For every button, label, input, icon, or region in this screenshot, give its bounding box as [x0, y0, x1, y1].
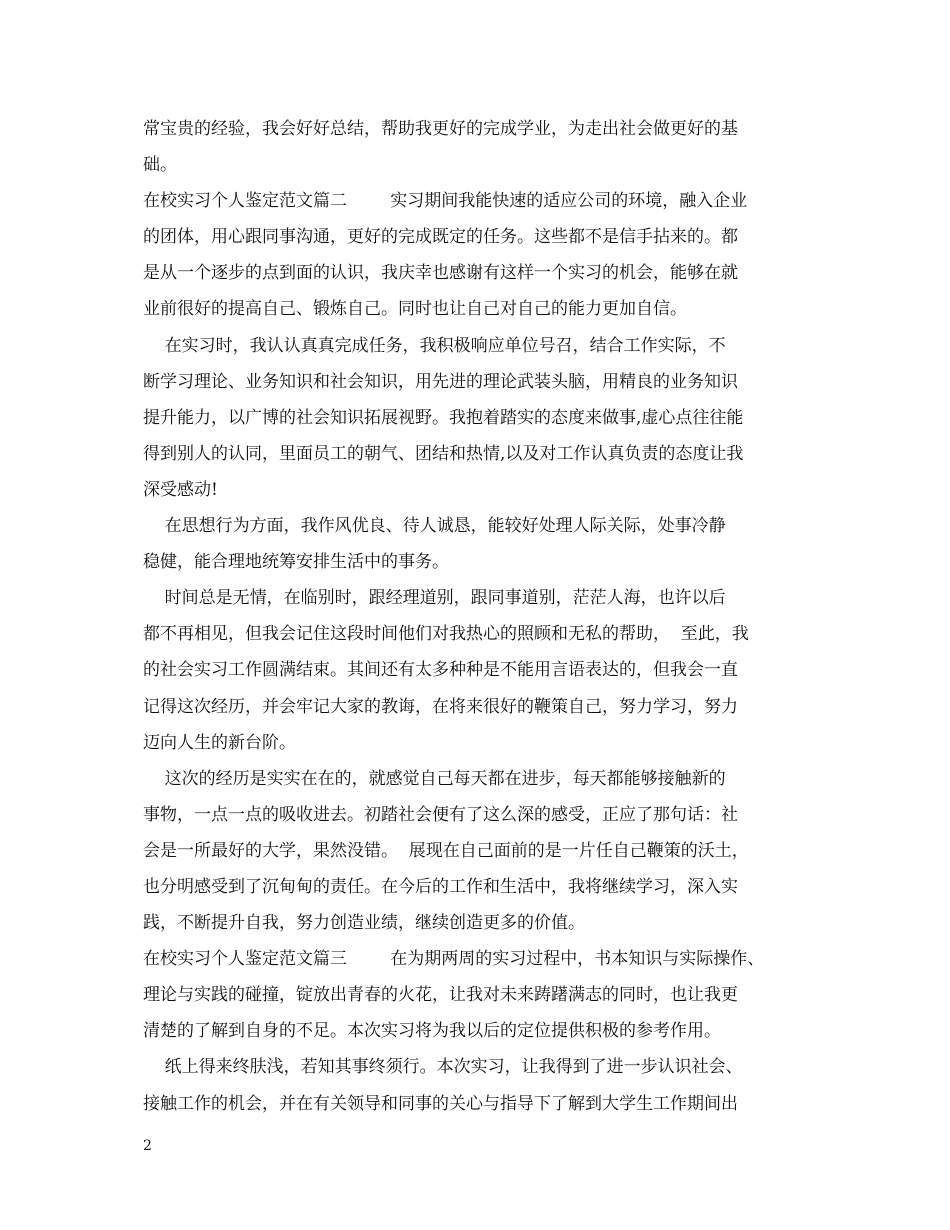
text-line: 记得这次经历，并会牢记大家的教诲，在将来很好的鞭策自己，努力学习，努力 — [143, 696, 738, 717]
text-line: 都不再相见，但我会记住这段时间他们对我热心的照顾和无私的帮助， 至此，我 — [143, 624, 749, 645]
text-line: 在实习时，我认认真真完成任务，我积极响应单位号召，结合工作实际，不 — [143, 335, 726, 356]
text-line: 接触工作的机会，并在有关领导和同事的关心与指导下了解到大学生工作期间出 — [143, 1093, 738, 1114]
text-line: 也分明感受到了沉甸甸的责任。在今后的工作和生活中，我将继续学习，深入实 — [143, 876, 738, 897]
page-number: 2 — [143, 1138, 152, 1154]
text-line: 深受感动! — [143, 479, 218, 500]
text-line: 迈向人生的新台阶。 — [143, 732, 296, 753]
section-heading-line: 在校实习个人鉴定范文篇三 在为期两周的实习过程中，书本知识与实际操作、 — [143, 949, 765, 970]
text-line: 断学习理论、业务知识和社会知识，用先进的理论武装头脑，用精良的业务知识 — [143, 371, 738, 392]
text-line: 时间总是无情，在临别时，跟经理道别，跟同事道别，茫茫人海，也许以后 — [143, 588, 726, 609]
text-line: 理论与实践的碰撞，锭放出青春的火花，让我对未来踌躇满志的同时，也让我更 — [143, 985, 738, 1006]
text-line: 的社会实习工作圆满结束。其间还有太多种种是不能用言语表达的，但我会一直 — [143, 660, 738, 681]
text-line: 会是一所最好的大学，果然没错。 展现在自己面前的是一片任自己鞭策的沃土， — [143, 840, 749, 861]
text-line: 清楚的了解到自身的不足。本次实习将为我以后的定位提供积极的参考作用。 — [143, 1021, 721, 1042]
text-line: 得到别人的认同，里面员工的朝气、团结和热情,以及对工作认真负责的态度让我 — [143, 443, 744, 464]
text-line: 业前很好的提高自己、锻炼自己。同时也让自己对自己的能力更加自信。 — [143, 299, 687, 320]
text-line: 这次的经历是实实在在的，就感觉自己每天都在进步，每天都能够接触新的 — [143, 768, 726, 789]
section-heading-line: 在校实习个人鉴定范文篇二 实习期间我能快速的适应公司的环境，融入企业 — [143, 191, 748, 212]
document-body — [143, 111, 811, 1122]
text-line: 稳健，能合理地统筹安排生活中的事务。 — [143, 552, 449, 573]
text-line: 础。 — [143, 155, 177, 176]
text-line: 事物，一点一点的吸收进去。初踏社会便有了这么深的感受，正应了那句话：社 — [143, 804, 738, 825]
text-line: 的团体，用心跟同事沟通，更好的完成既定的任务。这些都不是信手拈来的。都 — [143, 227, 738, 248]
text-line: 践，不断提升自我，努力创造业绩，继续创造更多的价值。 — [143, 913, 585, 934]
text-line: 常宝贵的经验，我会好好总结，帮助我更好的完成学业，为走出社会做更好的基 — [143, 119, 738, 139]
text-line: 提升能力，以广博的社会知识拓展视野。我抱着踏实的态度来做事,虚心点往往能 — [143, 407, 744, 428]
text-line: 是从一个逐步的点到面的认识，我庆幸也感谢有这样一个实习的机会，能够在就 — [143, 263, 738, 284]
text-line: 纸上得来终肤浅，若知其事终须行。本次实习，让我得到了进一步认识社会、 — [143, 1057, 743, 1078]
text-line: 在思想行为方面，我作风优良、待人诚恳，能较好处理人际关际，处事冷静 — [143, 516, 726, 537]
